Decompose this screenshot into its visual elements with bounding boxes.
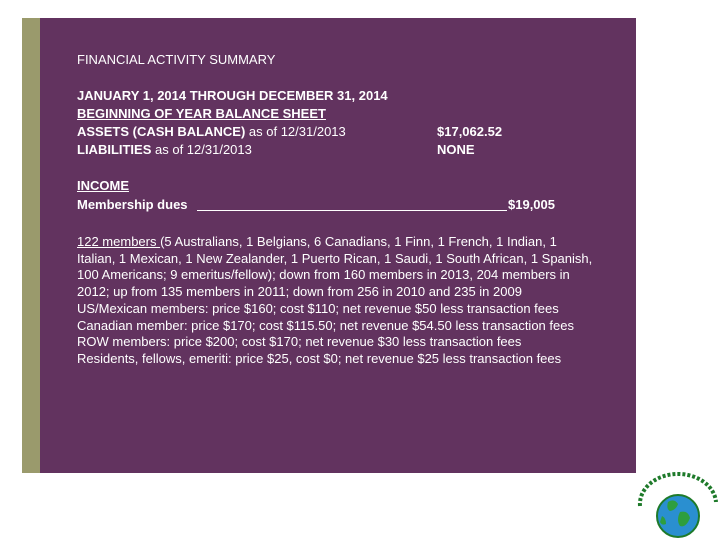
members-count: 122 members bbox=[77, 234, 161, 249]
members-breakdown: (5 Australians, 1 Belgians, 6 Canadians, 1 Finn, 1 French, 1 Indian, 1 Italian, 1 Mexican, 1 New Zealander, 1 Puerto Rican, 1 Saudi, 1 South African, 1 Spanish, 100 Americans; 9 emeritus/fellow); down from 160 members in 2013, 204 members in 2012; up from 135 members in 2011; down from 256 in 2010 and 235 in 2009 bbox=[77, 234, 593, 300]
assets-label-date: as of 12/31/2013 bbox=[245, 124, 346, 139]
accent-sidebar-bar bbox=[22, 18, 40, 473]
period-heading: JANUARY 1, 2014 THROUGH DECEMBER 31, 2014 bbox=[77, 88, 388, 103]
assets-label bbox=[77, 124, 346, 140]
membership-dues-value: $19,005 bbox=[508, 197, 555, 212]
pricing-line: ROW members: price $200; cost $170; net revenue $30 less transaction fees bbox=[77, 334, 522, 350]
pricing-line: Residents, fellows, emeriti: price $25, cost $0; net revenue $25 less transaction fees bbox=[77, 350, 562, 366]
summary-title: FINANCIAL ACTIVITY SUMMARY bbox=[77, 52, 276, 67]
membership-dues-label: Membership dues bbox=[77, 197, 188, 212]
pricing-line: US/Mexican members: price $160; cost $110; net revenue $50 less transaction fees bbox=[77, 300, 559, 316]
assets-value: $17,062.52 bbox=[437, 124, 503, 139]
liabilities-value: NONE bbox=[437, 142, 475, 157]
membership-dues-leader-line bbox=[197, 210, 507, 211]
globe-logo-icon bbox=[636, 466, 720, 540]
assets-label-bold: ASSETS (CASH BALANCE) bbox=[77, 124, 246, 139]
membership-details bbox=[77, 234, 597, 368]
liabilities-label bbox=[77, 142, 252, 158]
liabilities-label-date: as of 12/31/2013 bbox=[151, 142, 252, 157]
liabilities-label-bold: LIABILITIES bbox=[77, 142, 152, 157]
balance-sheet-heading: BEGINNING OF YEAR BALANCE SHEET bbox=[77, 106, 326, 121]
pricing-line: Canadian member: price $170; cost $115.50; net revenue $54.50 less transaction fees bbox=[77, 317, 574, 333]
members-paragraph bbox=[77, 234, 597, 301]
income-heading: INCOME bbox=[77, 178, 129, 193]
